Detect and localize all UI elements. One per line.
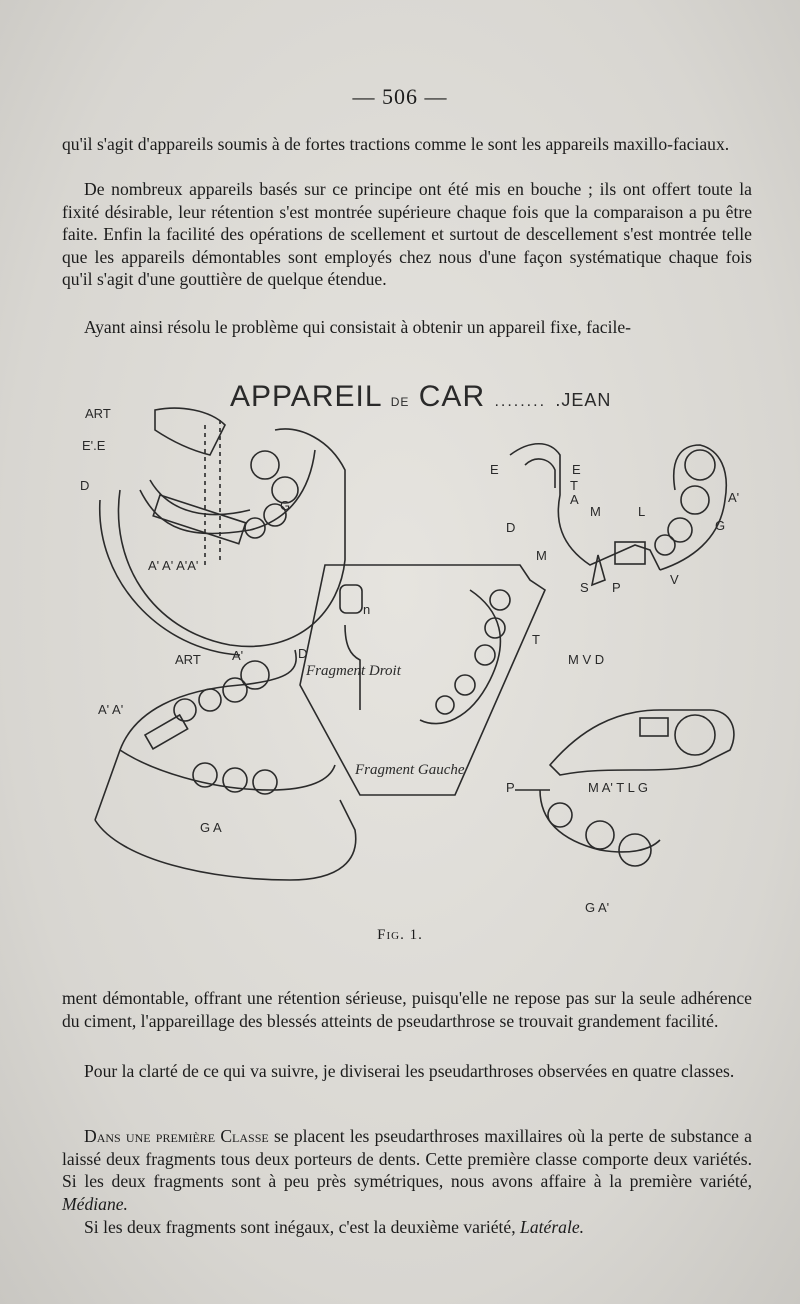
title-main: APPAREIL	[230, 380, 382, 413]
label-p-right: P	[612, 580, 621, 595]
figure-title	[230, 380, 611, 414]
label-art-top: ART	[85, 406, 111, 421]
model-top-left	[100, 408, 345, 655]
label-a-prime-right: A'	[728, 490, 740, 505]
title-dots: ........	[494, 393, 547, 410]
paragraph-5: Pour la clarté de ce qui va suivre, je diviserai les pseudarthroses observées en quatre classes.	[84, 1061, 735, 1081]
label-a-right: A	[570, 492, 579, 507]
label-v-right: V	[670, 572, 679, 587]
appliance-top-right	[510, 444, 726, 585]
label-d-mid: D	[298, 646, 308, 661]
title-de: DE	[390, 395, 410, 409]
paragraph-6-rest: se placent les pseudarthroses maxillaires où la perte de substance a laissé deux fragments tous deux porteurs de dents. Cette première classe comporte deux variétés. Si les deux fragments sont à peu près symétriques, nous avons affaire à la première variété,	[62, 1126, 752, 1192]
label-g-a-bottom: G A	[200, 820, 222, 835]
label-g-a-prime: G A'	[585, 900, 610, 915]
label-ee-top: E'.E	[82, 438, 106, 453]
label-p-lower: P	[506, 780, 515, 795]
label-s-right: S	[580, 580, 589, 595]
label-matlg: M A' T L G	[588, 780, 649, 795]
paragraph-4: ment démontable, offrant une rétention sérieuse, puisqu'elle ne repose pas sur la seule adhérence du ciment, l'appareillage des blessés atteints de pseudarthrose se trouvait grandement facilité.	[62, 988, 752, 1031]
label-a-row: A' A' A'A'	[148, 558, 199, 573]
label-d-right: D	[506, 520, 516, 535]
label-e-right: E	[490, 462, 499, 477]
label-fragment-droit: Fragment Droit	[306, 663, 401, 679]
label-fragment-gauche: Fragment Gauche	[355, 762, 465, 778]
title-car: CAR	[418, 380, 486, 413]
label-l-right: L	[638, 504, 646, 519]
label-d-left: D	[80, 478, 90, 493]
figure-drawing	[60, 380, 760, 940]
paragraph-7	[62, 1216, 752, 1239]
label-box-n: n	[363, 602, 371, 617]
title-jean: .JEAN	[555, 390, 612, 410]
paragraph-6-italic: Médiane.	[62, 1193, 128, 1214]
label-a-prime-mid: A'	[232, 648, 244, 663]
label-m-right: M	[590, 504, 601, 519]
paragraph-6-lead: Dans une première Classe	[84, 1126, 269, 1146]
paragraph-7-italic: Latérale.	[520, 1217, 585, 1237]
figure-caption: Fig. 1.	[377, 927, 423, 943]
label-e2-right: E	[572, 462, 581, 477]
paragraph-2: De nombreux appareils basés sur ce principe ont été mis en bouche ; ils ont offert toute la fixité désirable, leur rétention s'est montrée supérieure chaque fois que la comparaison a pu être faite. Enfin la facilité des opérations de scellement et surtout de descellement s'est montrée telle que les appareils démontables sont employés chez nous d'une façon systématique chaque fois qu'il s'agit d'une gouttière de quelque étendue.	[62, 179, 752, 290]
page-number: — 506 —	[352, 84, 448, 109]
label-m-v-d: M V D	[568, 652, 605, 667]
label-a-a-left: A' A'	[98, 702, 124, 717]
paragraph-7-start: Si les deux fragments sont inégaux, c'est la deuxième variété,	[84, 1217, 521, 1237]
label-t-right: T	[570, 478, 578, 493]
paragraph-1: qu'il s'agit d'appareils soumis à de fortes tractions comme le sont les appareils maxillo-faciaux.	[62, 134, 730, 154]
figure-appareil	[60, 380, 760, 940]
label-g-top: G	[280, 498, 291, 513]
label-art-mid: ART	[175, 652, 201, 667]
label-g-right: G	[715, 518, 726, 533]
label-m2-right: M	[536, 548, 547, 563]
label-box-t: T	[532, 632, 540, 647]
fragment-box	[300, 565, 545, 795]
paragraph-3: Ayant ainsi résolu le problème qui consistait à obtenir un appareil fixe, facile-	[84, 317, 632, 337]
paragraph-6	[62, 1125, 752, 1215]
model-middle-left	[95, 650, 356, 880]
